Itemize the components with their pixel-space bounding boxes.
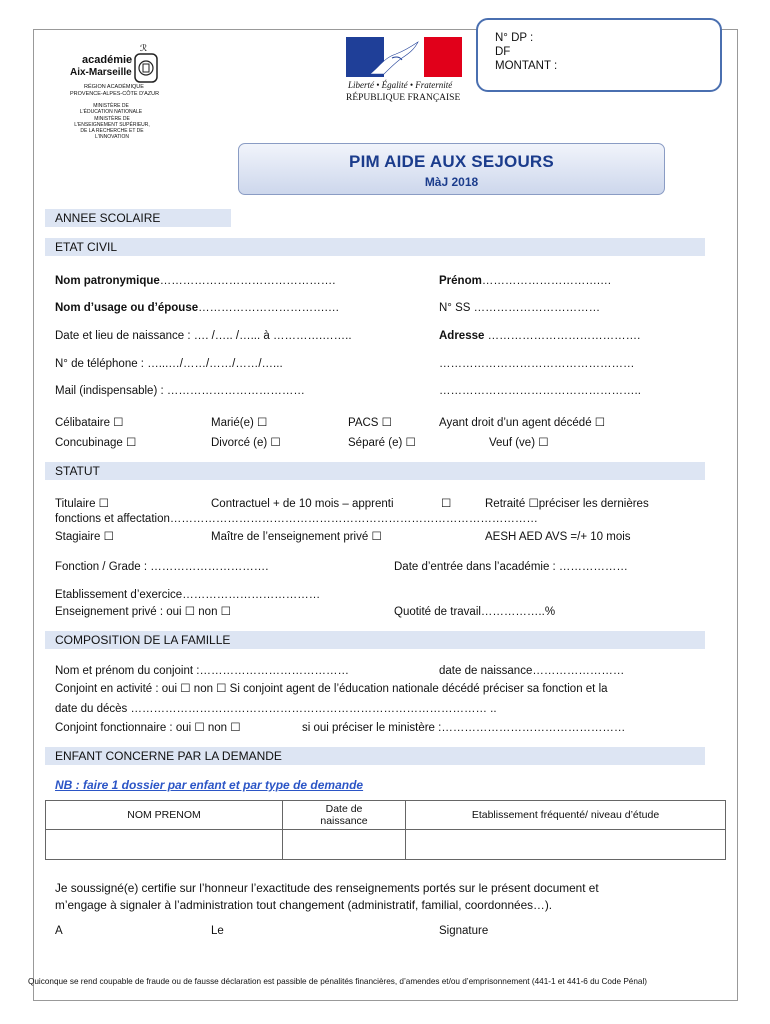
form-title: PIM AIDE AUX SEJOURS [349,152,554,171]
region-line2: PROVENCE-ALPES-CÔTE D'AZUR [70,91,160,97]
quotite-field[interactable]: Quotité de travail……………..% [394,606,556,618]
naissance-field[interactable]: Date et lieu de naissance : …. /….. /…... à ………….…….. [55,330,352,342]
section-statut: STATUT [45,462,705,480]
dp-label: N° DP : [495,32,534,44]
certification-line2: m’engage à signaler à l’administration tout changement (administratif, familial, coordonnées…). [55,898,553,912]
adresse-label: Adresse [439,330,485,342]
df-label: DF [495,46,511,58]
region-line1: RÉGION ACADÉMIQUE [84,84,144,90]
etablissement-exercice-field[interactable]: Etablissement d’exercice……………………………… [55,589,321,601]
table-row [46,830,726,860]
retraite-checkbox[interactable]: Retraité ☐préciser les dernières [485,498,649,510]
fonction-grade-field[interactable]: Fonction / Grade : …………………………. [55,561,269,573]
academy-name-line2: Aix-Marseille [70,67,132,78]
legal-footer: Quiconque se rend coupable de fraude ou de fausse déclaration est passible de pénalités financières, d’amendes et/ou d’emprisonnement (441-1 et 441-6 du Code Pénal) [28,977,648,986]
adresse-line2-field[interactable]: …………………………………………… [439,358,635,370]
section-enfant: ENFANT CONCERNE PAR LA DEMANDE [45,747,705,765]
nom-usage-field[interactable] [55,301,339,315]
date-field[interactable]: Le [211,925,224,937]
academy-name-line1: académie [82,54,133,66]
form-title-box [238,143,665,195]
nom-patronymique-field[interactable] [55,274,336,288]
pacs-checkbox[interactable]: PACS ☐ [348,417,392,429]
republic-logo [346,37,462,77]
marianne-seal-icon [134,53,158,83]
cell-date-naissance[interactable] [283,830,406,860]
nom-patronymique-label: Nom patronymique [55,275,160,287]
section-etat-civil: ETAT CIVIL [45,238,705,256]
adresse-line3-field[interactable]: …………………………………………….. [439,385,641,397]
dossier-reference-box [476,18,722,92]
republic-motto: Liberté • Égalité • Fraternité [348,80,453,90]
nb-note: NB : faire 1 dossier par enfant et par type de demande [55,778,364,792]
date-deces-field[interactable]: date du décès ………………………………………………………………………………… .. [55,703,497,715]
enfant-table [45,800,726,860]
divorce-checkbox[interactable]: Divorcé (e) ☐ [211,437,281,449]
ss-field[interactable]: N° SS …………………………… [439,302,601,314]
fonctions-affectation-field[interactable]: fonctions et affectation…………………………………………………………………………………… [55,513,538,525]
republic-name: RÉPUBLIQUE FRANÇAISE [346,93,461,103]
contractuel-checkbox[interactable]: ☐ [441,498,452,510]
prenom-field[interactable] [439,274,612,288]
col-nom-prenom: NOM PRENOM [46,801,283,830]
date-entree-field[interactable]: Date d’entrée dans l’académie : ……………… [394,561,628,573]
telephone-field[interactable]: N° de téléphone : …...…/……/……/……/…... [55,358,283,370]
veuf-checkbox[interactable]: Veuf (ve) ☐ [489,437,549,449]
section-famille: COMPOSITION DE LA FAMILLE [45,631,705,649]
adresse-field[interactable] [439,329,640,343]
ministry-block-2: MINISTÈRE DE L'ENSEIGNEMENT SUPÉRIEUR, DE LA RECHERCHE ET DE L'INNOVATION [74,116,150,140]
signature-field[interactable]: Signature [439,925,489,937]
conjoint-date-field[interactable]: date de naissance…………………… [439,665,625,677]
cell-nom-prenom[interactable] [46,830,283,860]
ayant-droit-checkbox[interactable]: Ayant droit d’un agent décédé ☐ [439,417,606,429]
marie-checkbox[interactable]: Marié(e) ☐ [211,417,268,429]
maitre-prive-checkbox[interactable]: Maître de l’enseignement privé ☐ [211,531,382,543]
marianne-profile-icon [366,40,426,76]
form-subtitle: MàJ 2018 [424,175,479,189]
conjoint-fonctionnaire-checkboxes[interactable]: Conjoint fonctionnaire : oui ☐ non ☐ [55,722,241,734]
stagiaire-checkbox[interactable]: Stagiaire ☐ [55,531,114,543]
certification-line1: Je soussigné(e) certifie sur l’honneur l’exactitude des renseignements portés sur le présent document et [55,881,599,895]
prenom-label: Prénom [439,275,482,287]
titulaire-checkbox[interactable]: Titulaire ☐ [55,498,109,510]
enseignement-prive-checkboxes[interactable]: Enseignement privé : oui ☐ non ☐ [55,606,231,618]
col-date-naissance: Date de naissance [283,801,406,830]
aesh-label: AESH AED AVS =/+ 10 mois [485,531,631,543]
table-header-row [46,801,726,830]
montant-label: MONTANT : [495,60,558,72]
nom-usage-dots: …………………………….… [198,302,340,314]
separe-checkbox[interactable]: Séparé (e) ☐ [348,437,416,449]
section-annee-scolaire: ANNEE SCOLAIRE [45,209,231,227]
ministry-block-1: MINISTÈRE DE L'ÉDUCATION NATIONALE [79,103,143,115]
conjoint-activite-checkboxes[interactable]: Conjoint en activité : oui ☐ non ☐ Si conjoint agent de l’éducation nationale décédé préciser sa fonction et la [55,683,608,695]
mail-field[interactable]: Mail (indispensable) : ……………………………… [55,385,305,397]
cell-etablissement[interactable] [406,830,726,860]
lieu-field[interactable]: A [55,925,63,937]
prenom-dots: ………………………….… [481,275,612,287]
celibataire-checkbox[interactable]: Célibataire ☐ [55,417,124,429]
contractuel-label: Contractuel + de 10 mois – apprenti [211,498,394,510]
conjoint-nom-field[interactable]: Nom et prénom du conjoint :………………………………… [55,665,349,677]
ministere-field[interactable]: si oui préciser le ministère :………………………………………… [302,722,626,734]
academy-logo: académie Aix-Marseille ℛ [70,47,170,91]
col-etablissement: Etablissement fréquenté/ niveau d’étude [406,801,726,830]
nom-patronymique-dots: ………………………………………. [159,275,336,287]
nom-usage-label: Nom d’usage ou d’épouse [55,302,199,314]
concubinage-checkbox[interactable]: Concubinage ☐ [55,437,137,449]
adresse-dots: …………………………………. [484,330,641,342]
